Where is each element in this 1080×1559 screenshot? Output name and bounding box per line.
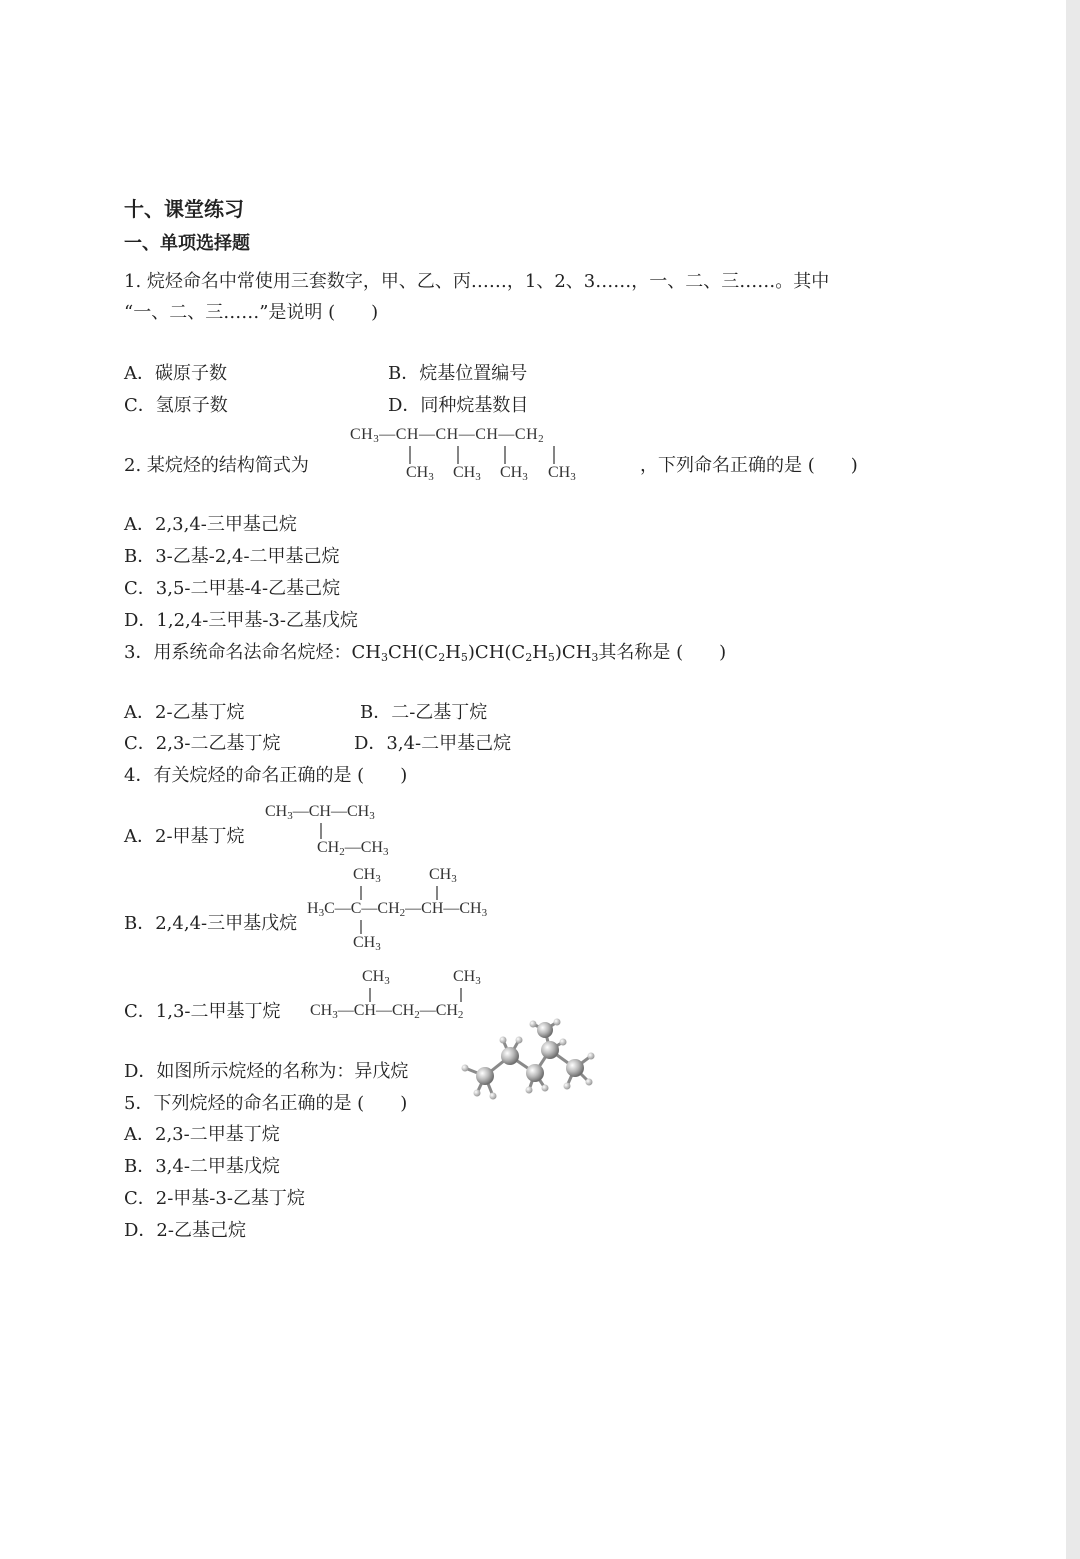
q4-c-structure: $CH_3$ $CH_3$ $CH_3—CH—CH_2—CH_2$ <box>310 968 481 1021</box>
q2-option-a: A．2,3,4-三甲基己烷 <box>124 514 297 535</box>
q3-option-a: A．2-乙基丁烷 <box>124 702 245 723</box>
q2-option-b: B．3-乙基-2,4-二甲基己烷 <box>124 546 340 567</box>
q4-b-structure: $CH_3$ $CH_3$ $H_3C—C—CH_2—CH—CH_3$ $CH_3$ <box>307 866 488 953</box>
section-title: 十、课堂练习 <box>124 197 244 221</box>
q3-option-b: B．二-乙基丁烷 <box>360 702 488 723</box>
q3-option-c: C．2,3-二乙基丁烷 <box>124 733 281 754</box>
q5-option-c: C．2-甲基-3-乙基丁烷 <box>124 1188 305 1209</box>
q2-formula-main-chain: $CH_3—CH—CH—CH—CH_2$ <box>350 426 545 445</box>
q2-branch-1: $CH_3$ <box>406 464 434 483</box>
q5-option-b: B．3,4-二甲基戊烷 <box>124 1156 280 1177</box>
q1-option-d: D．同种烷基数目 <box>388 395 529 416</box>
q1-option-c: C．氢原子数 <box>124 395 228 416</box>
q1-option-a: A．碳原子数 <box>124 363 227 384</box>
q2-branch-4: $CH_3$ <box>548 464 576 483</box>
q1-stem-line2: “一、二、三……”是说明 ( ) <box>124 302 379 323</box>
q4-option-b: B．2,4,4-三甲基戊烷 <box>124 913 298 934</box>
q2-stem-right: ，下列命名正确的是 ( ) <box>640 455 858 476</box>
q1-option-b: B．烷基位置编号 <box>388 363 528 384</box>
q5-option-a: A．2,3-二甲基丁烷 <box>124 1124 280 1145</box>
q5-stem: 5．下列烷烃的命名正确的是 ( ) <box>124 1093 408 1114</box>
q2-branch-3: $CH_3$ <box>500 464 528 483</box>
q4-option-a: A．2-甲基丁烷 <box>124 826 245 847</box>
q2-stem-left: 2. 某烷烃的结构简式为 <box>124 455 309 476</box>
part-title: 一、单项选择题 <box>124 233 250 254</box>
q5-option-d: D．2-乙基己烷 <box>124 1220 246 1241</box>
q2-option-d: D．1,2,4-三甲基-3-乙基戊烷 <box>124 610 358 631</box>
q3-option-d: D．3,4-二甲基己烷 <box>354 733 512 754</box>
q1-stem-line1: 1. 烷烃命名中常使用三套数字，甲、乙、丙……，1、2、3……，一、二、三……。其中 <box>124 271 830 292</box>
q3-formula: $CH_3CH(C_2H_5)CH(C_2H_5)CH_3$ <box>351 642 599 664</box>
q2-structural-formula <box>350 426 590 490</box>
q3-stem-prefix: 3．用系统命名法命名烷烃： <box>124 642 352 663</box>
q4-a-structure: $CH_3—CH—CH_3$ $CH_2—CH_3$ <box>265 803 389 858</box>
q3-stem <box>124 642 726 669</box>
q3-stem-suffix: 其名称是 ( ) <box>598 642 727 663</box>
q2-branch-2: $CH_3$ <box>453 464 481 483</box>
q4-d-ball-and-stick-model <box>455 1018 605 1103</box>
q4-stem: 4．有关烷烃的命名正确的是 ( ) <box>124 765 408 786</box>
q4-option-d: D．如图所示烷烃的名称为：异戊烷 <box>124 1061 409 1082</box>
q2-option-c: C．3,5-二甲基-4-乙基己烷 <box>124 578 341 599</box>
q4-option-c: C．1,3-二甲基丁烷 <box>124 1001 281 1022</box>
